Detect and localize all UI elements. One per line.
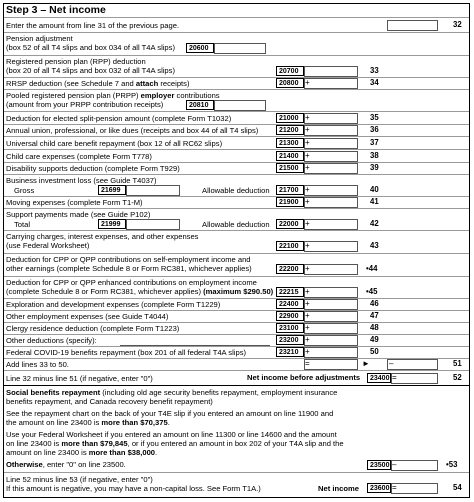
code-21700: 21700 [276,185,304,195]
line-49-number: 49 [370,335,379,344]
code-21400: 21400 [276,151,304,161]
code-21300: 21300 [276,138,304,148]
code-21900: 21900 [276,197,304,207]
line-32-label: Enter the amount from line 31 of the previous page. [6,21,180,30]
line-52-label: Line 32 minus line 51 (if negative, enter "0") [6,374,153,383]
line-40-field[interactable] [304,185,358,196]
code-21000: 21000 [276,113,304,123]
code-23400: 23400 [367,373,391,383]
line-51-equals: = [305,359,310,368]
line-45-plus: + [305,287,310,296]
line-33-number: 33 [370,66,379,75]
line-51-label: Add lines 33 to 50. [6,360,69,369]
line-36-field[interactable] [304,125,358,136]
pension-label-2: (box 52 of all T4 slips and box 034 of all T4A slips) [6,43,175,52]
social-p1-line2: the amount on line 23400 is more than $70,375. [6,418,170,427]
prpp-amount-field[interactable] [214,100,266,111]
line-51-arrow: ► [362,359,370,368]
line-46-plus: + [305,299,310,308]
code-20600: 20600 [186,43,214,53]
line-47-plus: + [305,311,310,320]
support-total-field[interactable] [126,219,180,230]
business-gross-field[interactable] [126,185,180,196]
social-p2-line1: Use your Federal Worksheet if you entered an amount on line 11300 or line 14600 and the amount [6,430,337,439]
line-50-number: 50 [370,347,379,356]
line-36-label: Annual union, professional, or like dues (receipts and box 44 of all T4 slips) [6,126,259,135]
line-47-label: Other employment expenses (see Guide T4044) [6,312,169,321]
code-21999: 21999 [98,219,126,229]
code-22900: 22900 [276,311,304,321]
line-39-number: 39 [370,163,379,172]
code-21699: 21699 [98,185,126,195]
code-22200: 22200 [276,264,304,274]
line-54-number: 54 [453,483,462,492]
business-loss-label: Business investment loss (see Guide T4037) [6,176,157,185]
code-22400: 22400 [276,299,304,309]
line-37-plus: + [305,138,310,147]
line-41-plus: + [305,197,310,206]
line-46-number: 46 [370,299,379,308]
line-54-label-1: Line 52 minus line 53 (if negative, enter "0") [6,475,153,484]
code-23100: 23100 [276,323,304,333]
cpp-label-1: Deduction for CPP or QPP contributions on self-employment income and [6,255,251,264]
line-50-plus: + [305,347,310,356]
line-39-field[interactable] [304,163,358,174]
code-23210: 23210 [276,347,304,357]
line-38-plus: + [305,151,310,160]
line-43-field[interactable] [304,241,358,252]
line-36-plus: + [305,125,310,134]
rrsp-label: RRSP deduction (see Schedule 7 and attach receipts) [6,79,190,88]
prpp-label-2: (amount from your PRPP contribution receipts) [6,100,164,109]
cpp-label-2: other earnings (complete Schedule 8 or Form RC381, whichever applies) [6,264,252,273]
line-41-label: Moving expenses (complete Form T1-M) [6,198,143,207]
line-49-plus: + [305,335,310,344]
cpp-enhanced-label-1: Deduction for CPP or QPP enhanced contributions on employment income [6,278,257,287]
code-20700: 20700 [276,66,304,76]
line-38-number: 38 [370,151,379,160]
other-deductions-specify-field[interactable] [120,335,270,346]
support-label: Support payments made (see Guide P102) [6,210,151,219]
code-22215: 22215 [276,287,304,297]
social-otherwise: Otherwise, enter "0" on line 23500. [6,460,126,469]
line-46-field[interactable] [304,299,358,310]
net-income-before-adjustments: Net income before adjustments [247,373,361,382]
line-53-minus: – [392,460,397,469]
line-45-number: •45 [366,287,378,296]
line-35-label: Deduction for elected split-pension amount (complete Form T1032) [6,114,232,123]
line-48-plus: + [305,323,310,332]
rpp-label-1: Registered pension plan (RPP) deduction [6,57,146,66]
line-40-plus: + [305,185,310,194]
line-44-plus: + [305,264,310,273]
line-41-field[interactable] [304,197,358,208]
rpp-amount-field[interactable] [304,66,358,77]
line-43-number: 43 [370,241,379,250]
support-allowable-label: Allowable deduction [202,220,270,229]
line-42-field[interactable] [304,219,358,230]
line-37-number: 37 [370,138,379,147]
code-20800: 20800 [276,78,304,88]
line-51-number: 51 [453,359,462,368]
line-46-label: Exploration and development expenses (complete Form T1229) [6,300,221,309]
line-50-label: Federal COVID-19 benefits repayment (box 201 of all federal T4A slips) [6,348,247,357]
line-47-number: 47 [370,311,379,320]
line-44-number: •44 [366,264,378,273]
social-p2-line2: on line 23400 is more than $79,845, or if you entered an amount in box 202 of your T4A slip and the [6,439,344,448]
line-48-field[interactable] [304,323,358,334]
code-20810: 20810 [186,100,214,110]
line-38-field[interactable] [304,151,358,162]
line-45-field[interactable] [304,287,358,298]
business-allowable-label: Allowable deduction [202,186,270,195]
line-38-label: Child care expenses (complete Form T778) [6,152,152,161]
line-37-label: Universal child care benefit repayment (box 12 of all RC62 slips) [6,139,223,148]
social-benefits-title: Social benefits repayment (including old age security benefits repayment, employment insurance [6,388,338,397]
cpp-enhanced-label-2: (complete Schedule 8 or Form RC381, whichever applies) (maximum $290.50) [6,287,274,296]
line-37-field[interactable] [304,138,358,149]
line-52-field[interactable] [391,373,438,384]
line-54-field[interactable] [391,483,438,494]
line-34-number: 34 [370,78,379,87]
line-44-field[interactable] [304,264,358,275]
line-40-number: 40 [370,185,379,194]
rpp-label-2: (box 20 of all T4 slips and box 032 of all T4A slips) [6,66,175,75]
line-54-equals: = [392,483,397,492]
social-benefits-line2: benefits repayment, and Canada recovery benefit repayment) [6,397,213,406]
prpp-label-1: Pooled registered pension plan (PRPP) employer contributions [6,91,220,100]
line-54-label-2: If this amount is negative, you may have a non-capital loss. See Form T1A.) [6,484,261,493]
line-49-label: Other deductions (specify): [6,336,97,345]
rrsp-plus-sign: + [305,78,310,87]
line-51-amount-field[interactable] [387,359,438,370]
net-income-label: Net income [318,484,359,493]
section-title: Step 3 – Net income [6,4,106,16]
line-51-minus: – [389,359,394,368]
line-35-plus: + [305,113,310,122]
line-48-label: Clergy residence deduction (complete Form T1223) [6,324,180,333]
line-53-number: •53 [446,460,458,469]
rrsp-amount-field[interactable] [304,78,358,89]
line-48-number: 48 [370,323,379,332]
carrying-label-2: (use Federal Worksheet) [6,241,90,250]
line-42-number: 42 [370,219,379,228]
line-42-plus: + [305,219,310,228]
code-23500: 23500 [367,460,391,470]
social-p1-line1: See the repayment chart on the back of your T4E slip if you entered an amount on line 11900 and [6,409,334,418]
business-gross-label: Gross [14,186,35,195]
line-50-field[interactable] [304,347,358,358]
line-35-field[interactable] [304,113,358,124]
line-43-plus: + [305,241,310,250]
line-49-field[interactable] [304,335,358,346]
line-47-field[interactable] [304,311,358,322]
code-21200: 21200 [276,125,304,135]
line-36-number: 36 [370,125,379,134]
code-21500: 21500 [276,163,304,173]
line-51-subtotal-field[interactable] [304,359,358,370]
line-53-field[interactable] [391,460,438,471]
carrying-label-1: Carrying charges, interest expenses, and other expenses [6,232,199,241]
line-39-label: Disability supports deduction (complete Form T929) [6,164,180,173]
line-52-number: 52 [453,373,462,382]
line-32-number: 32 [453,20,462,29]
code-22000: 22000 [276,219,304,229]
pension-adjustment-field[interactable] [214,43,266,54]
support-total-label: Total [14,220,31,229]
line-41-number: 41 [370,197,379,206]
line-52-equals: = [392,373,397,382]
line-32-amount-field[interactable] [387,20,438,31]
pension-label-1: Pension adjustment [6,34,73,43]
code-22100: 22100 [276,241,304,251]
code-23200: 23200 [276,335,304,345]
line-35-number: 35 [370,113,379,122]
social-p2-line3: amount on line 23400 is more than $38,000. [6,448,158,457]
line-39-plus: + [305,163,310,172]
code-23600: 23600 [367,483,391,493]
